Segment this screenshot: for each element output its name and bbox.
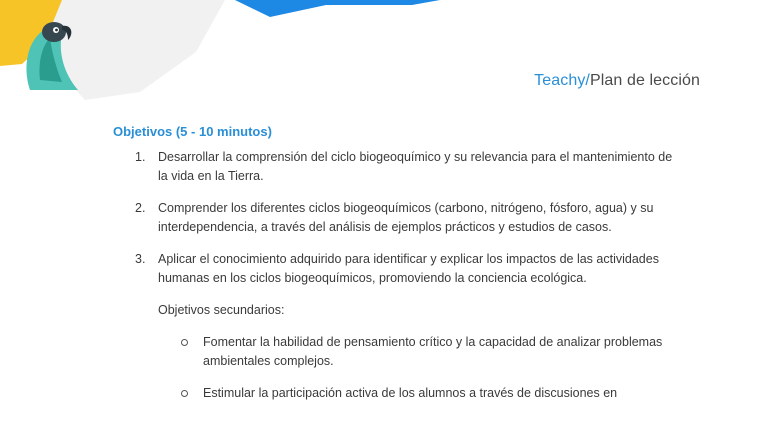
item-text: Desarrollar la comprensión del ciclo biogeoquímico y su relevancia para el mantenimiento de la vida en la Tierra. — [158, 150, 673, 183]
item-number: 3. — [135, 252, 146, 266]
secondary-objectives-title: Objetivos secundarios: — [158, 303, 285, 317]
objectives-title: Objetivos (5 - 10 minutos) — [113, 124, 272, 139]
section-label: Plan de lección — [589, 72, 700, 89]
list-item — [113, 199, 673, 237]
item-number: 1. — [135, 150, 146, 164]
item-text: Comprender los diferentes ciclos biogeoquímicos (carbono, nitrógeno, fósforo, agua) y su interdependencia, a través del análisis de ejemplos prácticos y estudios de casos. — [158, 201, 654, 234]
lesson-content — [113, 124, 673, 416]
bullet-icon — [181, 390, 188, 397]
secondary-objectives-list — [113, 333, 673, 403]
objectives-list — [113, 148, 673, 288]
page-header — [534, 72, 700, 90]
item-text: Fomentar la habilidad de pensamiento crítico y la capacidad de analizar problemas ambientales complejos. — [203, 335, 663, 368]
list-item — [113, 384, 673, 403]
bullet-icon — [181, 339, 188, 346]
item-number: 2. — [135, 201, 146, 215]
list-item — [113, 148, 673, 186]
item-text: Estimular la participación activa de los alumnos a través de discusiones en — [203, 386, 618, 400]
list-item — [113, 250, 673, 288]
brand-label: Teachy/ — [534, 72, 590, 89]
item-text: Aplicar el conocimiento adquirido para identificar y explicar los impactos de las actividades humanas en los ciclos biogeoquímicos, promoviendo la conciencia ecológica. — [158, 252, 659, 285]
blue-shape — [235, 0, 440, 17]
list-item — [113, 333, 673, 371]
